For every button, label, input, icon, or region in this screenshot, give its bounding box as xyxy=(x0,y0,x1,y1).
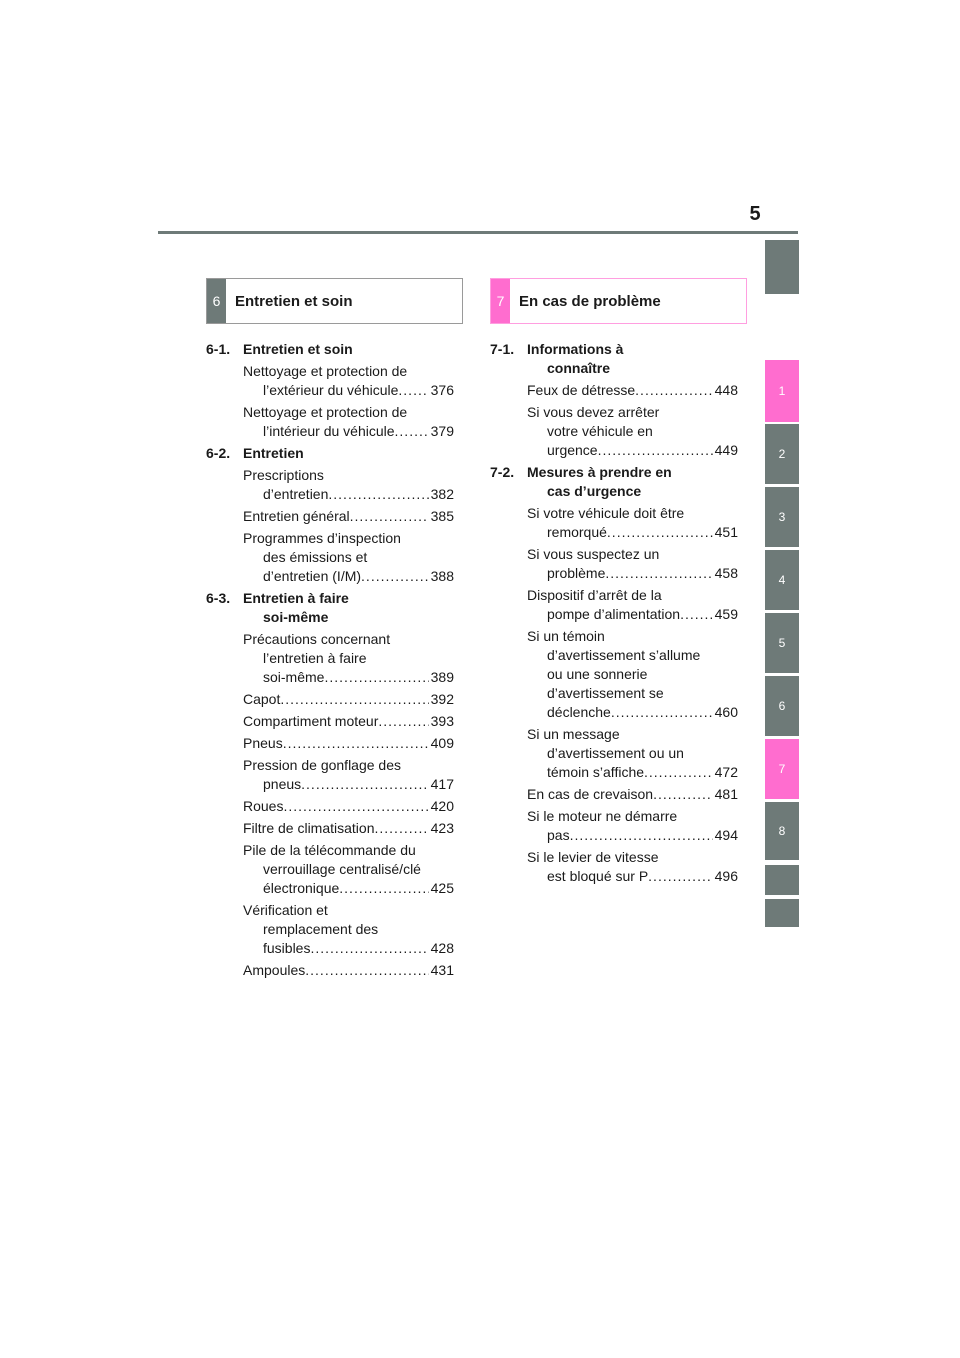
toc-entry-text: Entretien général xyxy=(243,508,350,524)
chapter-tab-blank[interactable] xyxy=(765,865,799,895)
toc-entry-leader-row xyxy=(243,775,454,794)
toc-entry[interactable] xyxy=(527,807,738,845)
toc-entry-leader-row xyxy=(243,961,454,980)
toc-page-number: 449 xyxy=(714,442,738,458)
toc-entry-text: l’extérieur du véhicule xyxy=(263,382,399,398)
toc-page-number: 448 xyxy=(714,382,738,398)
toc-entry-text: d’avertissement ou un xyxy=(547,745,684,761)
toc-entry[interactable] xyxy=(527,545,738,583)
toc-entry-leader-row xyxy=(243,381,454,400)
toc-page-number: 382 xyxy=(430,486,454,502)
toc-entry-text: est bloqué sur P xyxy=(547,868,649,884)
toc-group-title[interactable] xyxy=(490,463,738,501)
toc-entry[interactable] xyxy=(527,848,738,886)
toc-entry-leader-row xyxy=(243,797,454,816)
toc-entry[interactable] xyxy=(243,690,454,709)
dot-leader xyxy=(653,785,713,804)
toc-group-title-line: cas d’urgence xyxy=(547,483,642,499)
toc-page-number: 392 xyxy=(430,691,454,707)
toc-entry-text: d’entretien xyxy=(263,486,329,502)
toc-page-number: 481 xyxy=(714,786,738,802)
toc-entry-text: En cas de crevaison xyxy=(527,786,654,802)
toc-entry-text: pompe d’alimentation xyxy=(547,606,681,622)
dot-leader xyxy=(648,867,712,886)
section-6-header xyxy=(206,278,463,324)
section-7-toc xyxy=(490,340,738,889)
dot-leader xyxy=(339,879,428,898)
toc-group-title[interactable] xyxy=(490,340,738,378)
toc-entry-text: Vérification et xyxy=(243,902,328,918)
toc-entry[interactable] xyxy=(243,819,454,838)
toc-entry-text: d’entretien (I/M) xyxy=(263,568,362,584)
toc-entry-leader-row xyxy=(243,879,454,898)
toc-entry-leader-row xyxy=(243,422,454,441)
toc-entry-text: Pression de gonflage des xyxy=(243,757,401,773)
section-7-number: 7 xyxy=(491,279,510,323)
toc-entry-text: Dispositif d’arrêt de la xyxy=(527,587,662,603)
toc-page-number: 431 xyxy=(430,962,454,978)
toc-entry-text: Capot xyxy=(243,691,281,707)
toc-group xyxy=(206,589,454,980)
section-6-number: 6 xyxy=(207,279,226,323)
dot-leader xyxy=(328,485,428,504)
dot-leader xyxy=(283,734,429,753)
toc-page-number: 451 xyxy=(714,524,738,540)
toc-entry-text: Pneus xyxy=(243,735,283,751)
toc-entry-text: Si le moteur ne démarre xyxy=(527,808,678,824)
toc-entry-text: Si le levier de vitesse xyxy=(527,849,659,865)
toc-entry-text: problème xyxy=(547,565,606,581)
toc-entry-text: Programmes d’inspection xyxy=(243,530,401,546)
toc-group-title-line: Entretien et soin xyxy=(243,341,353,357)
dot-leader xyxy=(301,775,428,794)
toc-group-number: 6-1. xyxy=(206,341,231,357)
dot-leader xyxy=(324,668,428,687)
toc-group xyxy=(490,340,738,460)
toc-group-title-line: connaître xyxy=(547,360,611,376)
toc-entry[interactable] xyxy=(243,756,454,794)
chapter-tab-label: 8 xyxy=(778,824,786,838)
dot-leader xyxy=(598,441,713,460)
toc-entry-leader-row xyxy=(243,567,454,586)
dot-leader xyxy=(607,523,713,542)
dot-leader xyxy=(635,381,712,400)
toc-page-number: 409 xyxy=(430,735,454,751)
toc-group-number: 7-2. xyxy=(490,464,515,480)
dot-leader xyxy=(398,381,428,400)
toc-entry-text: l’entretien à faire xyxy=(263,650,367,666)
toc-entry-leader-row xyxy=(527,441,738,460)
toc-group-title-line: Entretien xyxy=(243,445,304,461)
toc-entry-text: Pile de la télécommande du xyxy=(243,842,416,858)
toc-group-title-line: Informations à xyxy=(527,341,624,357)
toc-entry[interactable] xyxy=(243,466,454,504)
toc-entry-text: votre véhicule en xyxy=(547,423,653,439)
toc-page-number: 428 xyxy=(430,940,454,956)
section-7-header xyxy=(490,278,747,324)
toc-entry[interactable] xyxy=(243,712,454,731)
toc-entry-leader-row xyxy=(527,523,738,542)
chapter-tab-8[interactable] xyxy=(765,802,799,860)
toc-entry-text: Nettoyage et protection de xyxy=(243,404,408,420)
toc-entry-leader-row xyxy=(527,564,738,583)
toc-entry-text: Nettoyage et protection de xyxy=(243,363,408,379)
dot-leader xyxy=(350,507,429,526)
toc-page-number: 425 xyxy=(430,880,454,896)
toc-entry-text: d’avertissement se xyxy=(547,685,664,701)
toc-entry-leader-row xyxy=(243,690,454,709)
toc-entry-text: fusibles xyxy=(263,940,311,956)
section-6-toc xyxy=(206,340,454,983)
toc-entry[interactable] xyxy=(243,901,454,958)
toc-group-number: 6-2. xyxy=(206,445,231,461)
toc-entry-text: Feux de détresse xyxy=(527,382,636,398)
toc-entry-text: verrouillage centralisé/clé xyxy=(263,861,421,877)
chapter-tab-5[interactable] xyxy=(765,613,799,673)
toc-entry-leader-row xyxy=(527,785,738,804)
chapter-tab-label: 3 xyxy=(778,510,786,524)
toc-page-number: 458 xyxy=(714,565,738,581)
toc-entry-text: remplacement des xyxy=(263,921,379,937)
chapter-tab-6[interactable] xyxy=(765,676,799,736)
toc-entry[interactable] xyxy=(243,362,454,400)
header-rule xyxy=(158,231,798,234)
chapter-tab-label: 4 xyxy=(778,573,786,587)
toc-entry-text: déclenche xyxy=(547,704,611,720)
toc-entry[interactable] xyxy=(527,785,738,804)
toc-entry-leader-row xyxy=(243,734,454,753)
toc-page-number: 460 xyxy=(714,704,738,720)
toc-group-number: 7-1. xyxy=(490,341,515,357)
toc-entry[interactable] xyxy=(243,403,454,441)
toc-page-number: 494 xyxy=(714,827,738,843)
toc-entry-text: Roues xyxy=(243,798,284,814)
toc-page-number: 459 xyxy=(714,606,738,622)
toc-entry-text: Ampoules xyxy=(243,962,306,978)
toc-entry-leader-row xyxy=(243,668,454,687)
toc-entry-text: pas xyxy=(547,827,570,843)
page-number: 5 xyxy=(749,203,761,225)
dot-leader xyxy=(375,819,429,838)
toc-entry-text: Si un témoin xyxy=(527,628,605,644)
chapter-tab-label: 2 xyxy=(778,447,786,461)
chapter-tab-4[interactable] xyxy=(765,550,799,610)
toc-page-number: 389 xyxy=(430,669,454,685)
toc-entry-leader-row xyxy=(527,867,738,886)
toc-entry-text: remorqué xyxy=(547,524,607,540)
toc-group-number: 6-3. xyxy=(206,590,231,606)
toc-entry[interactable] xyxy=(243,841,454,898)
toc-entry-text: témoin s’affiche xyxy=(547,764,645,780)
toc-entry-leader-row xyxy=(243,507,454,526)
dot-leader xyxy=(644,763,713,782)
toc-entry-text: Filtre de climatisation xyxy=(243,820,375,836)
toc-group xyxy=(206,340,454,441)
toc-page-number: 423 xyxy=(430,820,454,836)
toc-entry-text: Si vous devez arrêter xyxy=(527,404,660,420)
section-7-title: En cas de problème xyxy=(519,292,661,310)
dot-leader xyxy=(605,564,712,583)
chapter-tab-label: 6 xyxy=(778,699,786,713)
toc-entry-text: Précautions concernant xyxy=(243,631,391,647)
toc-page-number: 388 xyxy=(430,568,454,584)
toc-entry[interactable] xyxy=(243,961,454,980)
toc-entry-text: Prescriptions xyxy=(243,467,324,483)
toc-entry[interactable] xyxy=(243,630,454,687)
toc-entry-text: soi-même xyxy=(263,669,325,685)
toc-page-number: 385 xyxy=(430,508,454,524)
dot-leader xyxy=(361,567,429,586)
toc-page-number: 420 xyxy=(430,798,454,814)
dot-leader xyxy=(280,690,428,709)
toc-group-title[interactable] xyxy=(206,589,454,627)
chapter-tab-blank[interactable] xyxy=(765,899,799,927)
chapter-tab-label xyxy=(765,865,799,895)
toc-group xyxy=(490,463,738,886)
toc-entry-leader-row xyxy=(243,819,454,838)
chapter-tab-label xyxy=(765,899,799,927)
chapter-tab-label xyxy=(765,240,799,294)
toc-entry-text: d’avertissement s’allume xyxy=(547,647,701,663)
toc-group-title-line: Entretien à faire xyxy=(243,590,349,606)
chapter-tab-label: 7 xyxy=(778,762,786,776)
toc-entry-text: pneus xyxy=(263,776,302,792)
toc-entry-leader-row xyxy=(243,939,454,958)
toc-entry[interactable] xyxy=(527,504,738,542)
dot-leader xyxy=(378,712,428,731)
chapter-tab-2[interactable] xyxy=(765,424,799,484)
toc-entry[interactable] xyxy=(527,725,738,782)
toc-page-number: 393 xyxy=(430,713,454,729)
toc-page-number: 379 xyxy=(430,423,454,439)
toc-entry[interactable] xyxy=(243,507,454,526)
section-6-title: Entretien et soin xyxy=(235,292,353,310)
toc-page-number: 496 xyxy=(714,868,738,884)
toc-page-number: 472 xyxy=(714,764,738,780)
toc-entry-text: ou une sonnerie xyxy=(547,666,648,682)
toc-entry[interactable] xyxy=(527,627,738,722)
dot-leader xyxy=(310,939,428,958)
toc-entry-leader-row xyxy=(527,763,738,782)
chapter-tab-label: 5 xyxy=(778,636,786,650)
chapter-tab-7[interactable] xyxy=(765,739,799,799)
toc-page-number: 417 xyxy=(430,776,454,792)
toc-entry-text: des émissions et xyxy=(263,549,368,565)
toc-entry[interactable] xyxy=(243,734,454,753)
toc-group-title-line: Mesures à prendre en xyxy=(527,464,672,480)
toc-entry[interactable] xyxy=(527,586,738,624)
toc-entry-text: électronique xyxy=(263,880,340,896)
toc-entry[interactable] xyxy=(527,381,738,400)
toc-entry-leader-row xyxy=(527,826,738,845)
toc-entry[interactable] xyxy=(243,797,454,816)
toc-entry[interactable] xyxy=(243,529,454,586)
dot-leader xyxy=(570,826,713,845)
toc-group xyxy=(206,444,454,586)
toc-entry-text: Compartiment moteur xyxy=(243,713,379,729)
toc-entry-text: Si votre véhicule doit être xyxy=(527,505,685,521)
toc-group-title-line: soi-même xyxy=(263,609,329,625)
toc-entry-text: l’intérieur du véhicule xyxy=(263,423,395,439)
dot-leader xyxy=(395,422,429,441)
toc-group-title[interactable] xyxy=(206,340,454,359)
chapter-tab-blank[interactable] xyxy=(765,240,799,294)
toc-entry-leader-row xyxy=(243,712,454,731)
chapter-tab-label: 1 xyxy=(778,384,786,398)
toc-entry[interactable] xyxy=(527,403,738,460)
toc-entry-leader-row xyxy=(527,381,738,400)
toc-entry-text: urgence xyxy=(547,442,598,458)
toc-entry-text: Si un message xyxy=(527,726,620,742)
toc-entry-leader-row xyxy=(243,485,454,504)
dot-leader xyxy=(611,703,713,722)
dot-leader xyxy=(305,961,428,980)
toc-entry-leader-row xyxy=(527,703,738,722)
toc-entry-leader-row xyxy=(527,605,738,624)
chapter-tab-3[interactable] xyxy=(765,487,799,547)
chapter-tab-1[interactable] xyxy=(765,360,799,422)
toc-group-title[interactable] xyxy=(206,444,454,463)
dot-leader xyxy=(680,605,713,624)
dot-leader xyxy=(283,797,428,816)
toc-page-number: 376 xyxy=(430,382,454,398)
toc-entry-text: Si vous suspectez un xyxy=(527,546,660,562)
